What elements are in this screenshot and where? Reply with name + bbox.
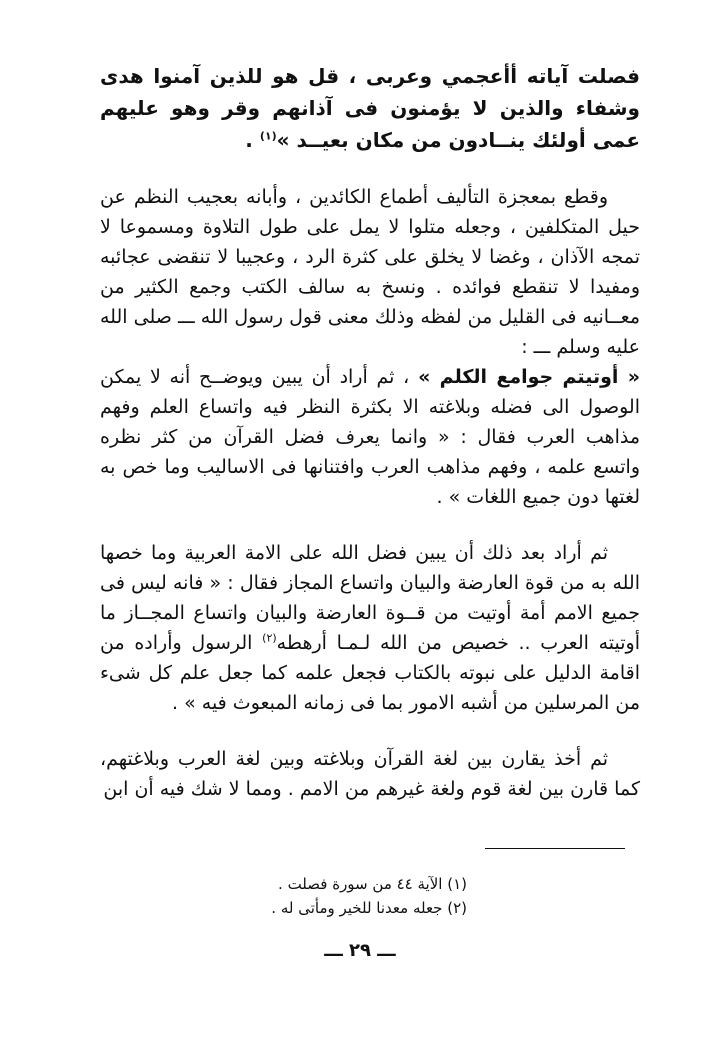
quran-quote-paragraph: [100, 60, 640, 156]
footnote-2: (٢) جعله معدنا للخير ومأتى له .: [271, 899, 467, 917]
page-number: ـــ ٢٩ ـــ: [324, 940, 396, 961]
paragraph-1-rest: ، ثم أراد أن يبين ويوضــح أنه لا يمكن الوصول الى فضله وبلاغته الا بكثرة النظر فيه واتساع العلم وفهم مذاهب العرب فقال : « وانما يعرف فضل القرآن من كثر نظره واتسع علمه ، وفهم مذاهب العرب وافتنانها فى الاساليب وما خص به لغتها دون جميع اللغات » .: [100, 366, 640, 508]
paragraph-3: ثم أخذ يقارن بين لغة القرآن وبلاغته وبين لغة العرب وبلاغتهم، كما قارن بين لغة قوم ولغة غيرهم من الامم . ومما لا شك فيه أن ابن: [100, 748, 640, 800]
footnote-divider: [485, 848, 625, 849]
paragraph-2-text: ثم أراد بعد ذلك أن يبين فضل الله على الامة العربية وما خصها الله به من قوة العارضة والبيان واتساع المجاز فقال : « فانه ليس فى جميع الامم أمة أوتيت من قــوة العارضة والبيان واتساع المجــاز ما أوتيته العرب .. خصيص من الله لـمـا أرهطه: [100, 542, 640, 654]
footnote-ref-2: (٢): [262, 631, 277, 645]
footnote-ref-1: (١): [259, 129, 277, 143]
page-body: [100, 60, 640, 804]
quran-quote-text: فصلت آياته أأعجمي وعربى ، قل هو للذين آمنوا هدى وشفاء والذين لا يؤمنون فى آذانهم وقر وهو عليهم عمى أولئك ينــادون من مكان بعيــد »: [100, 64, 640, 152]
paragraph-2-rest: الرسول وأراده من اقامة الدليل على نبوته بالكتاب فجعل علمه كما جعل علم كل شىء من المرسلين من أشبه الامور بما فى زمانه المبعوث فيه » .: [100, 632, 640, 714]
paragraph-1-text: وقطع بمعجزة التأليف أطماع الكائدين ، وأبانه بعجيب النظم عن حيل المتكلفين ، وجعله متلوا لا يمل على طول التلاوة ومسموعا لا تمجه الآذان ، وغضا لا يخلق على كثرة الرد ، وعجيبا لا تنقضى عجائبه ومفيدا لا تنقطع فوائده . ونسخ به سالف الكتب وجمع الكثير من معــانيه فى القليل من لفظه وذلك معنى قول رسول الله ـــ صلى الله عليه وسلم ـــ :: [100, 186, 640, 358]
paragraph-1: [100, 182, 640, 512]
footnotes: [107, 872, 467, 920]
quran-quote-end: .: [245, 128, 260, 152]
hadith-quote: « أوتيتم جوامع الكلم »: [418, 366, 640, 388]
footnote-1: (١) الآية ٤٤ من سورة فصلت .: [278, 875, 467, 893]
paragraph-2: [100, 538, 640, 718]
